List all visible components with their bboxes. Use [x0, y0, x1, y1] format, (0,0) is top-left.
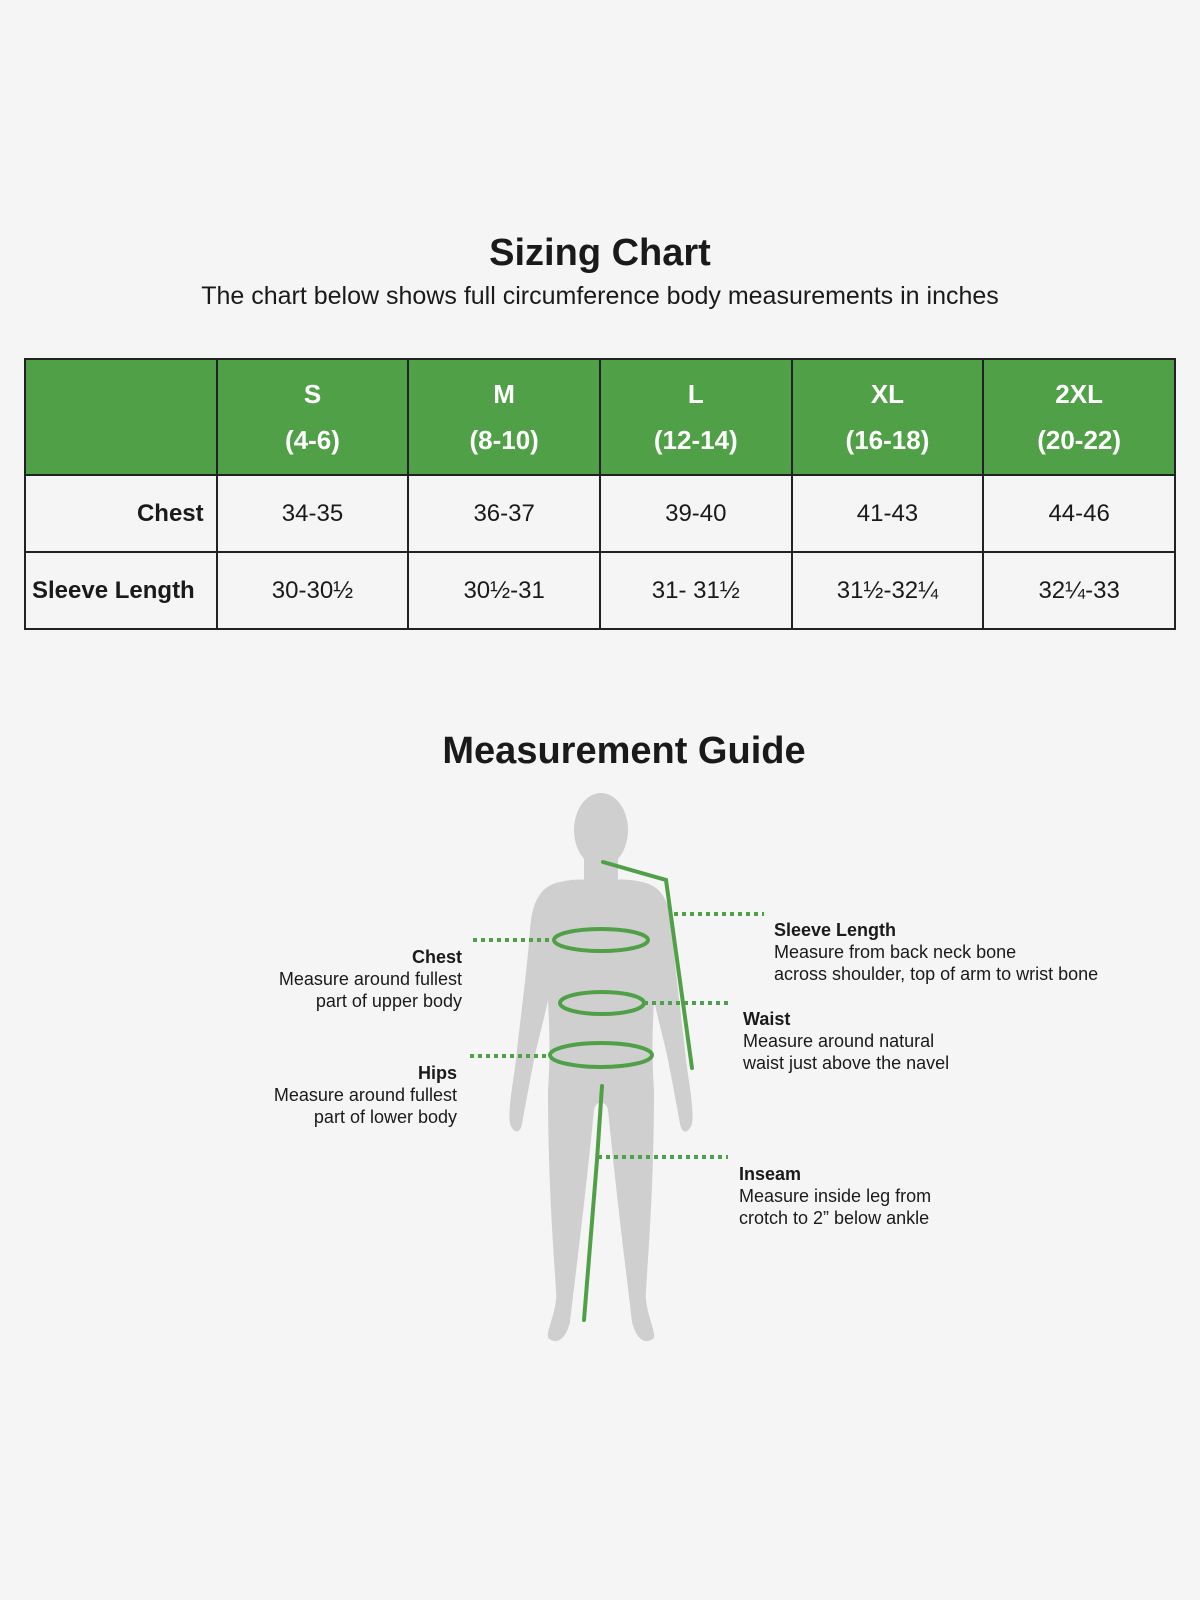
hips-label-desc-2: part of lower body: [313, 1107, 457, 1127]
size-label: 2XL: [1055, 379, 1103, 409]
measurement-guide-title: Measurement Guide: [442, 730, 806, 772]
table-cell: 34-35: [217, 475, 409, 552]
chest-label-desc-2: part of upper body: [315, 991, 462, 1011]
waist-label-desc-2: waist just above the navel: [743, 1053, 950, 1073]
size-label: M: [493, 379, 515, 409]
size-header-l: [600, 359, 792, 475]
sleeve-length-label-head: Sleeve Length: [774, 920, 897, 940]
row-label-sleeve-length: Sleeve Length: [25, 552, 217, 629]
table-cell: 30½-31: [408, 552, 600, 629]
table-cell: 30-30½: [217, 552, 409, 629]
inseam-label: [739, 1163, 1039, 1229]
size-range: (20-22): [1037, 425, 1122, 455]
body-silhouette-diagram: [0, 790, 1200, 1370]
table-header-row: [25, 359, 1175, 475]
inseam-label-desc-1: Measure inside leg from: [739, 1186, 932, 1206]
sleeve-length-label: [774, 919, 1154, 985]
size-header-m: [408, 359, 600, 475]
size-header-2xl: [983, 359, 1175, 475]
chest-label: [210, 946, 462, 1012]
hips-label: [205, 1062, 457, 1128]
sleeve-length-label-desc-1: Measure from back neck bone: [774, 942, 1017, 962]
size-range: (8-10): [469, 425, 539, 455]
table-cell: 31- 31½: [600, 552, 792, 629]
size-header-xl: [792, 359, 984, 475]
table-row-chest: [25, 475, 1175, 552]
sizing-table: [24, 358, 1176, 630]
table-cell: 44-46: [983, 475, 1175, 552]
size-range: (12-14): [653, 425, 738, 455]
size-label: S: [303, 379, 322, 409]
sizing-chart-title: Sizing Chart: [489, 232, 711, 274]
hips-label-head: Hips: [417, 1063, 457, 1083]
size-range: (4-6): [285, 425, 340, 455]
inseam-label-desc-2: crotch to 2” below ankle: [739, 1208, 930, 1228]
table-cell: 31½-32¼: [792, 552, 984, 629]
waist-label-desc-1: Measure around natural: [743, 1031, 935, 1051]
waist-label-head: Waist: [743, 1009, 791, 1029]
chest-label-head: Chest: [411, 947, 462, 967]
table-cell: 39-40: [600, 475, 792, 552]
inseam-label-head: Inseam: [739, 1164, 802, 1184]
table-cell: 41-43: [792, 475, 984, 552]
size-label: L: [687, 379, 704, 409]
waist-label: [743, 1008, 1043, 1074]
size-range: (16-18): [845, 425, 930, 455]
size-header-s: [217, 359, 409, 475]
table-cell: 32¼-33: [983, 552, 1175, 629]
table-row-sleeve-length: [25, 552, 1175, 629]
table-cell: 36-37: [408, 475, 600, 552]
sizing-chart-subtitle: The chart below shows full circumference body measurements in inches: [201, 282, 999, 310]
sleeve-length-label-desc-2: across shoulder, top of arm to wrist bone: [774, 964, 1099, 984]
table-corner-cell: [25, 359, 217, 475]
row-label-chest: Chest: [25, 475, 217, 552]
neck-shape: [584, 854, 618, 884]
chest-label-desc-1: Measure around fullest: [278, 969, 462, 989]
hips-label-desc-1: Measure around fullest: [273, 1085, 457, 1105]
size-label: XL: [870, 379, 905, 409]
